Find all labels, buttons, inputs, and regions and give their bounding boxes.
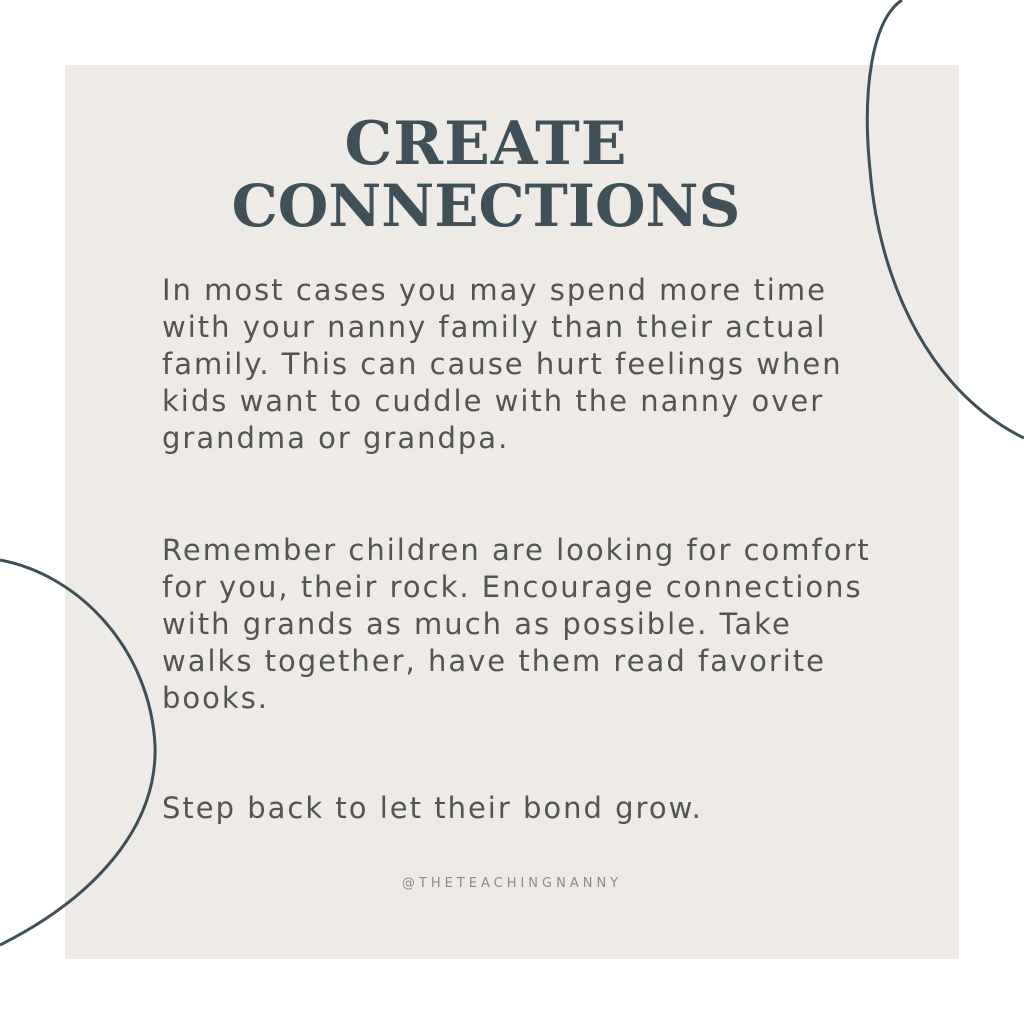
- page-title: [0, 109, 972, 240]
- social-handle: @THETEACHINGNANNY: [401, 876, 623, 891]
- paragraph-2: Remember children are looking for comfort for you, their rock. Encourage connections with grands as much as possible. Take walks together, have them read favorite books.: [162, 533, 871, 715]
- title-line-2: CONNECTIONS: [231, 172, 741, 240]
- paragraph-3: Step back to let their bond grow.: [162, 791, 703, 825]
- title-line-1: CREATE: [344, 109, 628, 179]
- paragraph-1: In most cases you may spend more time with your nanny family than their actual family. This can cause hurt feelings when kids want to cuddle with the nanny over grandma or grandpa.: [162, 273, 843, 455]
